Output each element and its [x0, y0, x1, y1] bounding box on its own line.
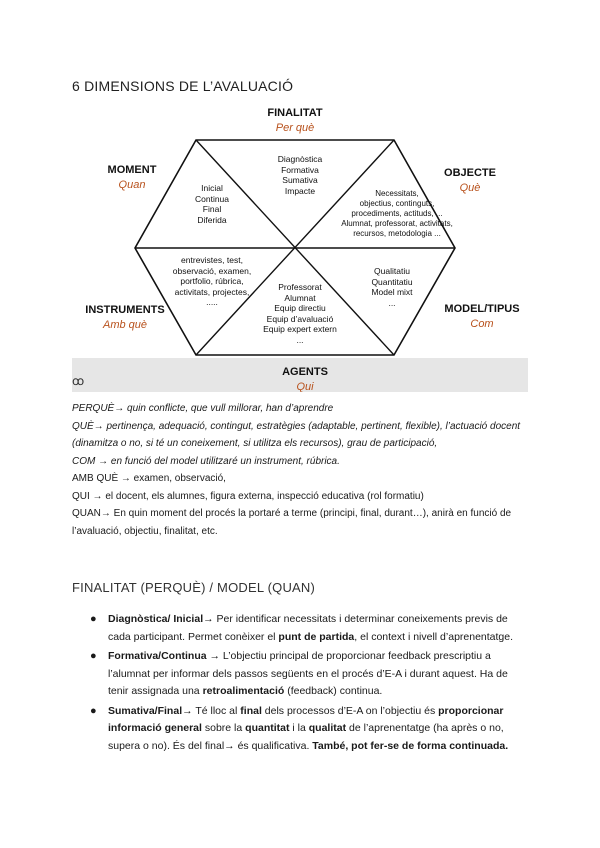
corner-glyph-icon: ꝏ — [72, 374, 85, 388]
finalitat-bullet-list — [90, 611, 530, 757]
instruments-types: entrevistes, test, observació, examen, portfolio, rúbrica, activitats, projectes, ..... — [172, 255, 252, 307]
moment-types: Inicial Continua Final Diferida — [194, 183, 230, 225]
note-perque: PERQUÈ→ quin conflicte, que vull millorar, han d’aprendre — [72, 403, 334, 414]
list-item: ● Sumativa/Final→ Té lloc al final dels processos d’E-A on l’objectiu és proporcionar informació general sobre la quantitat i la qualitat de l’aprenentatge (ha après o no, supera o no). És del final→ és qualificativa. També, pot fer-se de forma continuada. — [90, 704, 509, 752]
section-heading: FINALITAT (PERQUÈ) / MODEL (QUAN) — [72, 580, 316, 595]
objecte-types: Necessitats, objectius, continguts, procediments, actituds, ... Alumnat, professorat, activitats, recursos, metodologia ... — [341, 189, 453, 238]
list-item: ● Diagnòstica/ Inicial→ Per identificar necessitats i determinar coneixements previs de cada participant. Permet conèixer el punt de partida, el context i nivell d’aprenentatge. — [90, 613, 514, 643]
bullet-icon: ● — [90, 613, 97, 625]
note-quan: QUAN→ En quin moment del procés la portaré a terme (principi, final, durant…), anirà en funció de l’avaluació, objectiu, finalitat, etc. — [72, 508, 512, 537]
finalitat-sub: Per què — [275, 122, 315, 134]
agents-label: AGENTS — [282, 366, 328, 378]
finalitat-types: Diagnòstica Formativa Sumativa Impacte — [277, 154, 323, 196]
list-item: ● Formativa/Continua → L’objectiu principal de proporcionar feedback prescriptiu a l’alumnat per informar dels passos següents en el procés d’E-A i durant aquest. Ha de tenir assignada una retroalimentació (feedback) continua. — [90, 650, 508, 697]
note-com: COM → en funció del model utilitzaré un instrument, rúbrica. — [72, 455, 340, 467]
note-qui: QUI → el docent, els alumnes, figura externa, inspecció educativa (rol formatiu) — [72, 490, 424, 502]
notes-block — [72, 400, 532, 540]
moment-label: MOMENT — [107, 164, 157, 176]
objecte-label: OBJECTE — [444, 167, 496, 179]
instruments-label: INSTRUMENTS — [85, 304, 165, 316]
model-types: Qualitatiu Quantitatiu Model mixt ... — [371, 266, 413, 308]
objecte-sub: Què — [459, 182, 481, 194]
agents-types: Professorat Alumnat Equip directiu Equip d’avaluació Equip expert extern ... — [263, 282, 337, 345]
bullet-icon: ● — [90, 704, 97, 717]
note-amb-que: AMB QUÈ → examen, observació, — [72, 473, 226, 484]
instruments-sub: Amb què — [102, 319, 148, 331]
hexagon-diagram — [72, 100, 528, 392]
dimensions-diagram — [72, 100, 528, 392]
note-que: QUÈ→ pertinença, adequació, contingut, estratègies (adaptable, pertinent, flexible), l’actuació docent (dinamitza o no, si té un coneixement, si utilitza els recursos), grau de participació, — [72, 420, 521, 449]
moment-sub: Quan — [118, 179, 146, 191]
model-sub: Com — [470, 318, 494, 330]
bullet-icon: ● — [90, 650, 97, 662]
page-title: 6 DIMENSIONS DE L’AVALUACIÓ — [72, 78, 294, 94]
agents-sub: Qui — [296, 381, 314, 392]
model-label: MODEL/TIPUS — [444, 303, 520, 315]
finalitat-label: FINALITAT — [267, 107, 323, 119]
